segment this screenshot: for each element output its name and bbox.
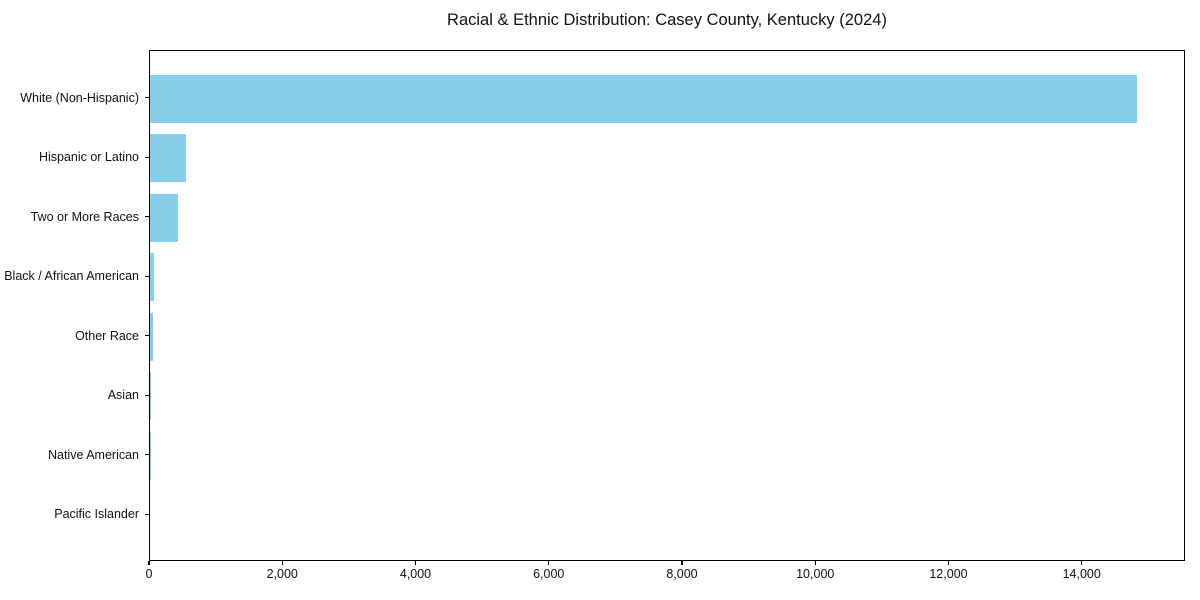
x-tick-mark <box>548 561 549 565</box>
y-tick-mark <box>145 454 149 455</box>
bar-other-race <box>150 313 153 361</box>
y-tick-mark <box>145 276 149 277</box>
y-tick-label: Hispanic or Latino <box>38 150 139 165</box>
x-tick-mark <box>282 561 283 565</box>
x-tick-label: 2,000 <box>266 567 298 581</box>
y-tick-mark <box>145 157 149 158</box>
x-tick-label: 6,000 <box>533 567 565 581</box>
bar-asian <box>150 372 151 420</box>
y-tick-label: Black / African American <box>4 269 139 284</box>
x-tick-label: 4,000 <box>399 567 432 581</box>
y-tick-label: Asian <box>107 388 139 403</box>
chart-title: Racial & Ethnic Distribution: Casey County, Kentucky (2024) <box>447 11 887 29</box>
y-tick-label: Pacific Islander <box>54 507 139 522</box>
plot-area <box>149 50 1185 561</box>
bar-two-or-more-races <box>150 194 178 242</box>
y-tick-mark <box>145 97 149 98</box>
x-tick-mark <box>681 561 682 565</box>
x-tick-mark <box>1081 561 1082 565</box>
bar-hispanic-or-latino <box>150 134 186 182</box>
x-tick-mark <box>148 561 149 565</box>
y-tick-mark <box>145 514 149 515</box>
bar-white-non-hispanic <box>150 75 1137 123</box>
y-tick-mark <box>145 395 149 396</box>
x-tick-label: 10,000 <box>796 567 835 581</box>
x-tick-label: 14,000 <box>1062 567 1101 581</box>
y-tick-label: Other Race <box>75 328 139 343</box>
y-tick-mark <box>145 216 149 217</box>
bar-black-african-american <box>150 253 154 301</box>
y-tick-label: White (Non-Hispanic) <box>20 90 139 105</box>
y-tick-label: Native American <box>47 447 139 462</box>
x-tick-label: 8,000 <box>666 567 698 581</box>
y-tick-label: Two or More Races <box>30 209 139 224</box>
y-tick-mark <box>145 335 149 336</box>
x-tick-mark <box>415 561 416 565</box>
x-tick-label: 0 <box>145 567 153 581</box>
x-tick-mark <box>948 561 949 565</box>
x-tick-mark <box>815 561 816 565</box>
x-tick-label: 12,000 <box>929 567 968 581</box>
